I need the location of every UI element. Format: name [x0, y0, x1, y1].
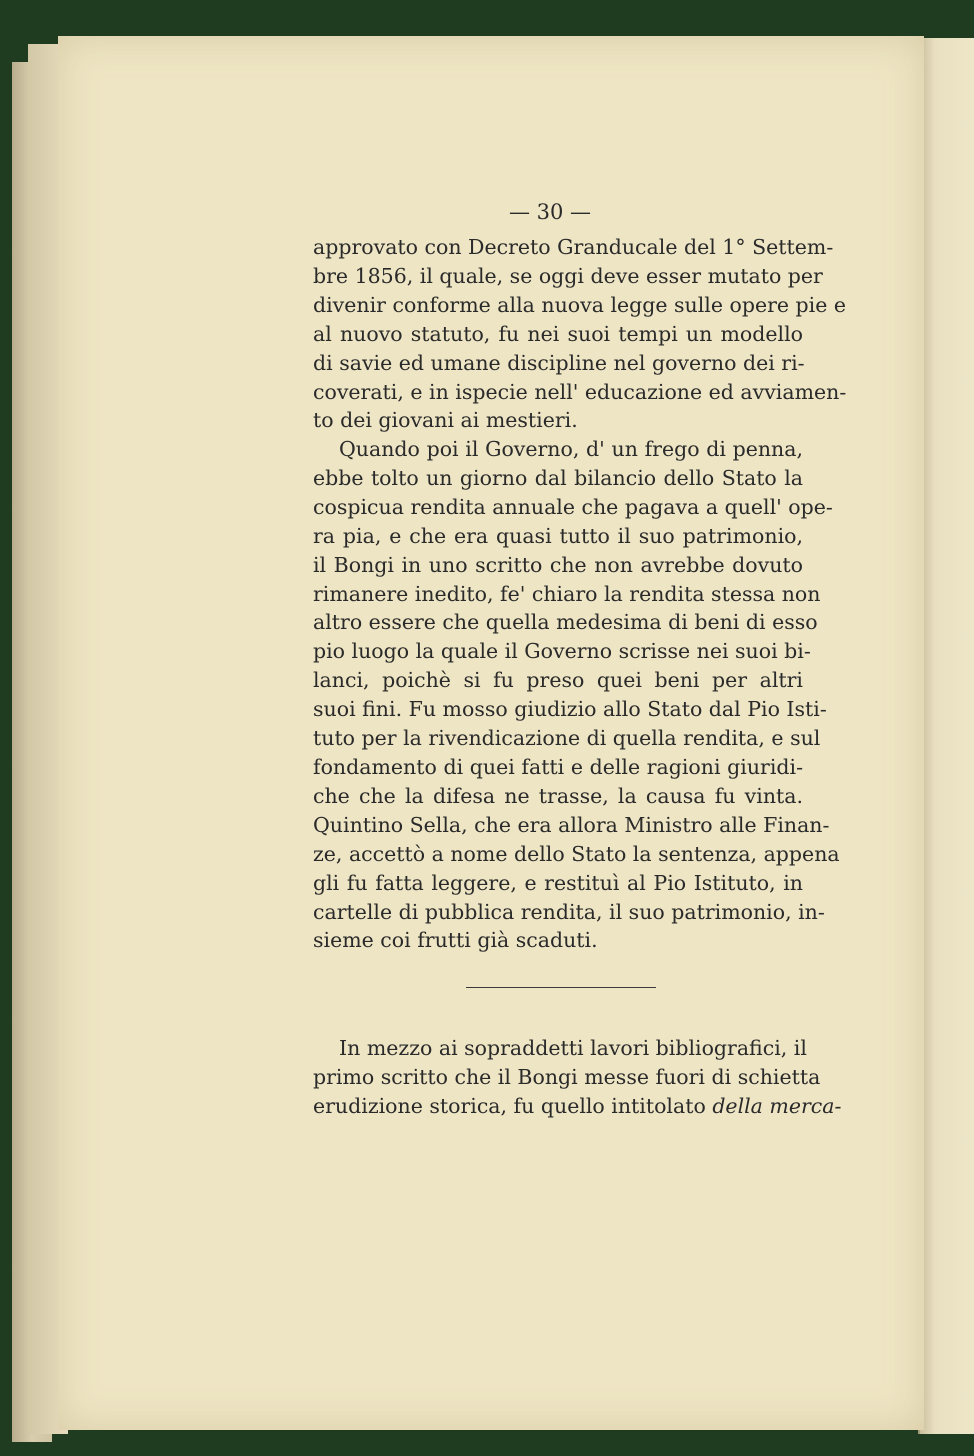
- text-line: suoi fini. Fu mosso giudizio allo Stato dal Pio Isti-: [313, 697, 827, 722]
- facing-page-edge: [918, 38, 974, 1434]
- text-line: Quintino Sella, che era allora Ministro alle Finan-: [313, 812, 830, 837]
- text-line: to dei giovani ai mestieri.: [313, 408, 578, 433]
- text-line: ra pia, e che era quasi tutto il suo patrimonio,: [313, 523, 803, 548]
- text-line: coverati, e in ispecie nell' educazione ed avviamen-: [313, 379, 847, 404]
- section-divider: [466, 987, 656, 988]
- text-line: ebbe tolto un giorno dal bilancio dello Stato la: [313, 465, 803, 490]
- text-line: cartelle di pubblica rendita, il suo patrimonio, in-: [313, 899, 825, 924]
- page-number: — 30 —: [508, 200, 592, 224]
- text-line: Quando poi il Governo, d' un frego di penna,: [339, 437, 803, 461]
- text-line: divenir conforme alla nuova legge sulle opere pie e: [313, 292, 847, 317]
- text-roman: erudizione storica, fu quello intitolato: [313, 1093, 713, 1118]
- text-line: che che la difesa ne trasse, la causa fu vinta.: [313, 783, 803, 808]
- text-line: approvato con Decreto Granducale del 1° Settem-: [313, 235, 834, 259]
- text-line: ze, accettò a nome dello Stato la sentenza, appena: [313, 841, 840, 866]
- text-line: pio luogo la quale il Governo scrisse nei suoi bi-: [313, 639, 811, 664]
- text-line: bre 1856, il quale, se oggi deve esser mutato per: [313, 263, 823, 288]
- text-line: tuto per la rivendicazione di quella rendita, e sul: [313, 726, 821, 751]
- text-line: fondamento di quei fatti e delle ragioni giuridi-: [313, 754, 803, 779]
- text-line: di savie ed umane discipline nel governo dei ri-: [313, 350, 805, 375]
- text-line: lanci, poichè si fu preso quei beni per altri: [313, 668, 803, 693]
- text-line: al nuovo statuto, fu nei suoi tempi un modello: [313, 321, 803, 346]
- paragraph-3: [313, 1034, 842, 1121]
- text-line: In mezzo ai sopraddetti lavori bibliografici, il: [339, 1036, 807, 1060]
- paragraph-2: [313, 435, 840, 955]
- text-line: sieme coi frutti già scaduti.: [313, 928, 598, 953]
- paragraph-1: [313, 233, 847, 435]
- text-line: il Bongi in uno scritto che non avrebbe dovuto: [313, 552, 803, 577]
- text-italic-title: della merca-: [712, 1093, 842, 1118]
- text-line-mixed: [313, 1092, 842, 1121]
- text-line: cospicua rendita annuale che pagava a quell' ope-: [313, 494, 833, 519]
- text-line: gli fu fatta leggere, e restituì al Pio Istituto, in: [313, 870, 803, 895]
- text-line: primo scritto che il Bongi messe fuori di schietta: [313, 1064, 821, 1089]
- text-line: altro essere che quella medesima di beni di esso: [313, 610, 818, 635]
- text-line: rimanere inedito, fe' chiaro la rendita stessa non: [313, 581, 821, 606]
